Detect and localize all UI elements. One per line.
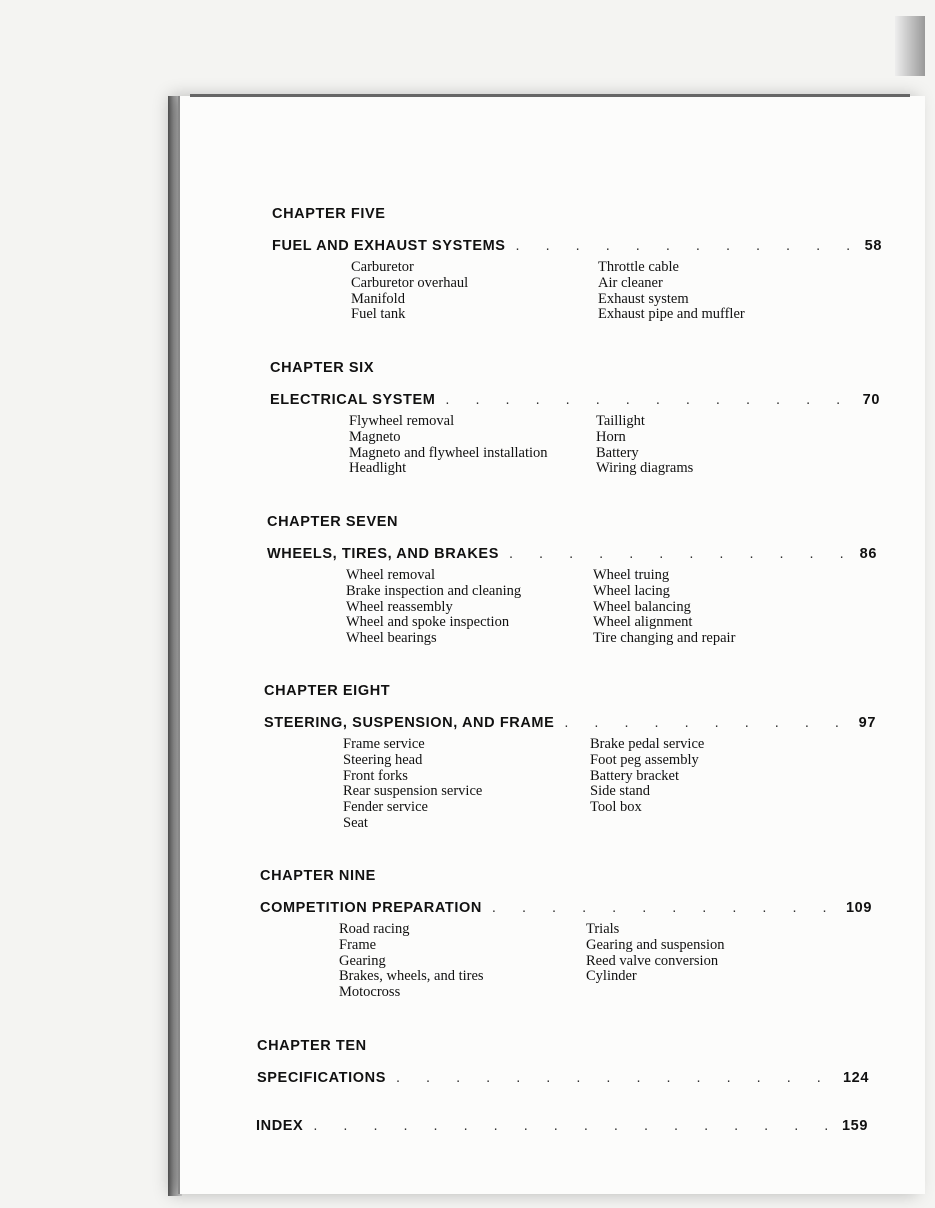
topic-item: Gearing and suspension — [586, 936, 725, 953]
topic-item: Rear suspension service — [343, 783, 483, 800]
topic-item: Cylinder — [586, 968, 637, 985]
topic-item: Wheel truing — [593, 567, 670, 583]
topic-item: Battery bracket — [590, 767, 679, 784]
topic-item: Wiring diagrams — [596, 460, 694, 477]
topic-item: Tool box — [590, 799, 642, 816]
toc-chapter-nine — [260, 868, 872, 1001]
topic-item: Wheel reassembly — [346, 598, 453, 615]
topic-item: Road racing — [339, 921, 410, 937]
topic-column-right — [586, 922, 806, 1001]
topic-column-left — [351, 260, 598, 323]
topic-list — [339, 922, 872, 1001]
page-top-edge — [190, 94, 910, 97]
topic-item: Foot peg assembly — [590, 751, 699, 768]
topic-item: Brakes, wheels, and tires — [339, 968, 484, 985]
dot-leader — [492, 900, 836, 916]
page-number: 97 — [858, 715, 876, 731]
chapter-label: CHAPTER TEN — [257, 1038, 367, 1054]
topic-item: Steering head — [343, 751, 423, 768]
topic-item: Frame — [339, 936, 377, 953]
topic-item: Brake pedal service — [590, 736, 705, 752]
topic-item: Wheel bearings — [346, 630, 437, 647]
dot-leader — [313, 1118, 832, 1134]
toc-chapter-five — [272, 206, 882, 323]
topic-list — [349, 414, 880, 477]
page-number: 86 — [859, 546, 877, 562]
chapter-title: SPECIFICATIONS — [257, 1070, 386, 1086]
topic-item: Brake inspection and cleaning — [346, 582, 522, 599]
dot-leader — [396, 1070, 833, 1086]
toc-chapter-ten — [257, 1038, 869, 1086]
topic-item: Reed valve conversion — [586, 952, 719, 969]
topic-item: Wheel removal — [346, 567, 435, 583]
topic-item: Wheel balancing — [593, 598, 691, 615]
chapter-label: CHAPTER NINE — [260, 868, 376, 884]
topic-item: Flywheel removal — [349, 413, 455, 429]
topic-item: Taillight — [596, 413, 645, 429]
topic-item: Battery — [596, 444, 639, 461]
topic-column-right — [590, 737, 810, 832]
dot-leader — [516, 238, 855, 254]
toc-chapter-eight — [264, 683, 876, 832]
toc-entry-row[interactable] — [270, 392, 880, 408]
topic-column-left — [343, 737, 590, 832]
topic-column-left — [339, 922, 586, 1001]
topic-item: Gearing — [339, 952, 386, 969]
topic-item: Carburetor — [351, 259, 414, 275]
toc-entry-row[interactable] — [257, 1070, 869, 1086]
toc-entry-row[interactable] — [264, 715, 876, 731]
topic-item: Exhaust pipe and muffler — [598, 306, 745, 323]
toc-index — [256, 1102, 868, 1134]
page-number: 124 — [843, 1070, 869, 1086]
dot-leader — [509, 546, 850, 562]
topic-item: Manifold — [351, 290, 405, 307]
topic-item: Tire changing and repair — [593, 630, 736, 647]
page-number: 109 — [846, 900, 872, 916]
topic-item: Magneto — [349, 428, 401, 445]
topic-list — [346, 568, 877, 647]
topic-item: Side stand — [590, 783, 651, 800]
chapter-label: CHAPTER SEVEN — [267, 514, 399, 530]
index-title: INDEX — [256, 1118, 304, 1134]
toc-entry-row[interactable] — [256, 1118, 868, 1134]
topic-item: Air cleaner — [598, 274, 663, 291]
topic-item: Frame service — [343, 736, 425, 752]
chapter-title: STEERING, SUSPENSION, AND FRAME — [264, 715, 555, 731]
topic-column-left — [349, 414, 596, 477]
chapter-label: CHAPTER FIVE — [272, 206, 386, 222]
topic-item: Seat — [343, 814, 368, 831]
topic-item: Trials — [586, 921, 620, 937]
dot-leader — [445, 392, 852, 408]
toc-entry-row[interactable] — [267, 546, 877, 562]
scan-corner-shadow — [895, 16, 925, 76]
topic-item: Throttle cable — [598, 259, 679, 275]
topic-column-left — [346, 568, 593, 647]
topic-item: Magneto and flywheel installation — [349, 444, 548, 461]
topic-item: Wheel and spoke inspection — [346, 614, 510, 631]
chapter-label: CHAPTER EIGHT — [264, 683, 391, 699]
topic-item: Motocross — [339, 984, 401, 1001]
toc-entry-row[interactable] — [272, 238, 882, 254]
topic-column-right — [596, 414, 816, 477]
topic-column-right — [598, 260, 818, 323]
page-number: 58 — [864, 238, 882, 254]
topic-list — [343, 737, 876, 832]
topic-item: Horn — [596, 428, 626, 445]
topic-item: Headlight — [349, 460, 407, 477]
topic-column-right — [593, 568, 813, 647]
page-number: 70 — [862, 392, 880, 408]
chapter-label: CHAPTER SIX — [270, 360, 375, 376]
topic-item: Fuel tank — [351, 306, 406, 323]
topic-item: Wheel lacing — [593, 582, 670, 599]
dot-leader — [564, 715, 848, 731]
toc-chapter-seven — [267, 514, 877, 647]
chapter-title: COMPETITION PREPARATION — [260, 900, 482, 916]
topic-list — [351, 260, 882, 323]
topic-item: Exhaust system — [598, 290, 689, 307]
topic-item: Fender service — [343, 799, 428, 816]
toc-chapter-six — [270, 360, 880, 477]
chapter-title: FUEL AND EXHAUST SYSTEMS — [272, 238, 506, 254]
topic-item: Carburetor overhaul — [351, 274, 469, 291]
topic-item: Front forks — [343, 767, 408, 784]
toc-entry-row[interactable] — [260, 900, 872, 916]
topic-item: Wheel alignment — [593, 614, 693, 631]
page-number: 159 — [842, 1118, 868, 1134]
chapter-title: ELECTRICAL SYSTEM — [270, 392, 436, 408]
chapter-title: WHEELS, TIRES, AND BRAKES — [267, 546, 499, 562]
